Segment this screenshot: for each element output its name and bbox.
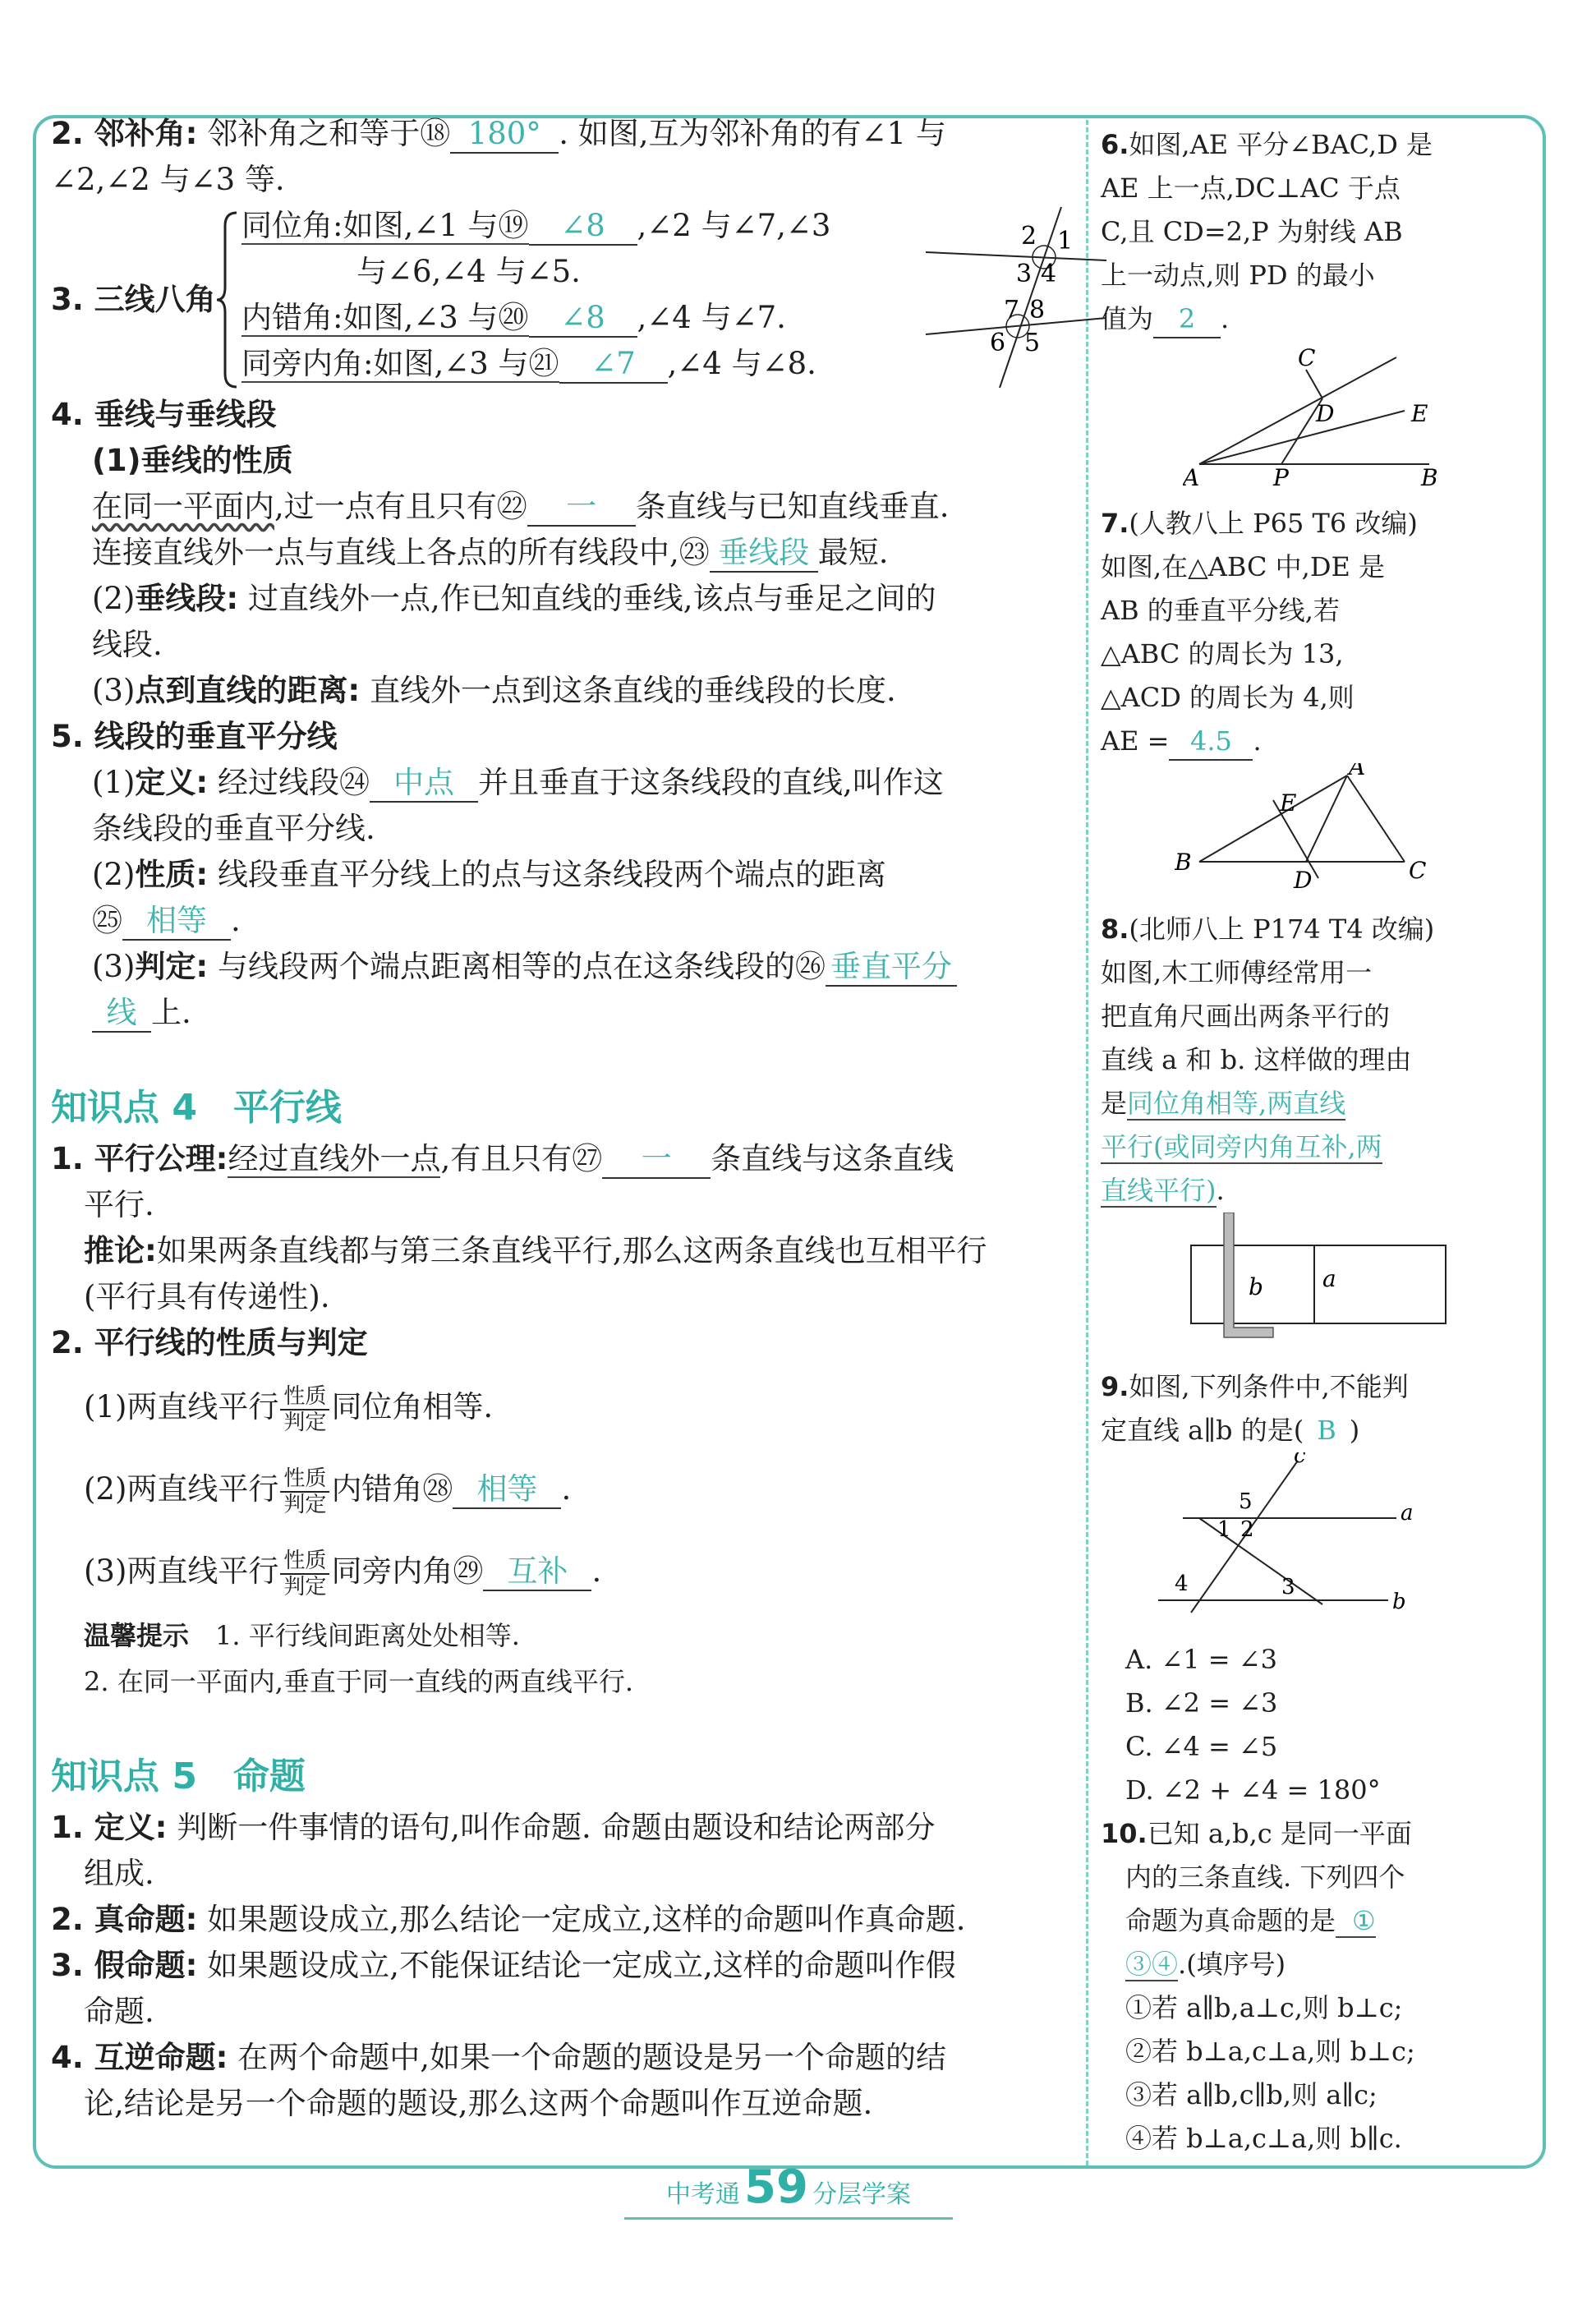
svg-text:A: A [1349,763,1366,780]
property-judgement-fraction: $\frac{\text{性质}}{\text{判定}}$ [280,1549,329,1599]
svg-text:b: b [1392,1590,1406,1614]
q9-figure [1134,1452,1413,1625]
answer-q7: 4.5 [1169,723,1253,761]
svg-text:D: D [1294,867,1313,894]
answer-26: 垂直平分 [826,949,957,987]
answer-29: 互补 [483,1553,591,1591]
svg-text:c: c [1294,1452,1306,1468]
svg-text:A: A [1183,464,1200,489]
angle-label: 4 [1041,260,1057,288]
column-divider [1086,120,1088,2165]
svg-text:1: 1 [1217,1517,1231,1542]
page-footer: 中考通 59 分层学案 [591,2161,986,2218]
svg-text:a: a [1401,1501,1413,1526]
angle-label: 7 [1004,296,1020,324]
answer-22: 一 [527,489,636,527]
knowledge-point-5-heading: 知识点 5 命题 [51,1756,306,1797]
answer-27: 一 [602,1141,711,1179]
answer-20: ∠8 [529,300,637,338]
answer-23: 垂线段 [710,535,818,573]
q6-figure [1183,341,1454,489]
q7-figure [1175,763,1446,895]
svg-text:D: D [1316,400,1335,427]
svg-text:5: 5 [1239,1489,1253,1514]
svg-text:E: E [1411,400,1428,427]
angle-label: 2 [1021,222,1037,251]
question-10: 10.已知 a,b,c 是同一平面 内的三条直线. 下列四个 命题为真命题的是 ① ③④.(填序号) ①若 a∥b,a⊥c,则 b⊥c; ②若 b⊥a,c⊥a,则 b⊥c; ③若 a∥b,c∥b,则 a∥c; ④若 b⊥a,c⊥a,则 b∥c. [1101,1818,1415,2154]
svg-text:C: C [1298,344,1316,371]
page-number: 59 [744,2161,808,2214]
svg-text:B: B [1421,464,1438,489]
answer-18: 180° [450,116,559,154]
svg-text:a: a [1322,1265,1336,1292]
svg-text:b: b [1249,1273,1263,1300]
answer-24: 中点 [370,765,478,803]
section-4-title: 4. 垂线与垂线段 [51,397,277,432]
brace-icon [215,209,240,390]
property-judgement-fraction: $\frac{\text{性质}}{\text{判定}}$ [280,1466,329,1517]
question-6: 6.如图,AE 平分∠BAC,D 是 AE 上一点,DC⊥AC 于点 C,且 CD=2,P 为射线 AB 上一动点,则 PD 的最小 值为 2 . C D E A P B [1101,123,1462,502]
answer-21: ∠7 [559,346,668,384]
section-3: 3. 三线八角 同位角:如图,∠1 与⑲ ∠8 ,∠2 与∠7,∠3 与∠6,∠4 与∠5. 内错角:如图,∠3 与⑳ ∠8 ,∠4 与∠7. 同旁内角:如图,∠3 与㉑ ∠7 ,∠4 与∠8. 2 1 3 4 7 8 6 5 [51,203,1078,392]
question-7: 7.(人教八上 P65 T6 改编) 如图,在△ABC 中,DE 是 AB 的垂直平分线,若 △ABC 的周长为 13, △ACD 的周长为 4,则 AE = 4.5 . A E B D C [1101,502,1462,908]
answer-q8: 同位角相等,两直线 [1127,1088,1346,1119]
svg-text:2: 2 [1240,1517,1254,1542]
knowledge-point-4-heading: 知识点 4 平行线 [51,1087,342,1129]
tip-label: 温馨提示 [84,1620,190,1651]
angle-label: 1 [1057,227,1074,255]
svg-text:B: B [1175,849,1192,876]
svg-text:4: 4 [1175,1572,1189,1596]
section-5-title: 5. 线段的垂直平分线 [51,719,338,754]
svg-text:P: P [1273,464,1289,489]
answer-28: 相等 [453,1471,561,1509]
property-judgement-fraction: $\frac{\text{性质}}{\text{判定}}$ [280,1384,329,1435]
question-9: 9.如图,下列条件中,不能判 定直线 a∥b 的是( B ) c 5 a 1 2 4 3 b A. ∠1 = ∠3 B. ∠2 = ∠3 C. ∠4 = ∠5 D. ∠2 + ∠4 = 180° [1101,1371,1413,1806]
svg-text:E: E [1280,789,1297,817]
svg-text:C: C [1409,857,1427,884]
svg-text:3: 3 [1281,1575,1295,1599]
answer-25: 相等 [122,903,231,941]
angle-label: 8 [1029,296,1046,324]
answer-19: ∠8 [529,208,637,246]
q8-figure [1183,1213,1462,1352]
question-8: 8.(北师八上 P174 T4 改编) 如图,木工师傅经常用一 把直角尺画出两条平行的 直线 a 和 b. 这样做的理由 是同位角相等,两直线 平行(或同旁内角互补,两 直线平行). b a [1101,908,1462,1365]
angle-label: 6 [990,329,1006,357]
angle-label: 3 [1016,260,1033,288]
answer-q9: B [1317,1415,1336,1446]
right-column [1101,123,1462,2161]
left-column: 2. 邻补角: 邻补角之和等于⑱ 180° . 如图,互为邻补角的有∠1 与 ∠2,∠2 与∠3 等. 3. 三线八角 同位角:如图,∠1 与⑲ ∠8 ,∠2 与∠7,∠3 与∠6,∠4 与∠5. 内错角:如图,∠3 与⑳ ∠8 ,∠4 与∠7. 同旁内角:如图,∠3 与㉑ ∠7 ,∠4 与∠8. 2 1 3 4 7 8 6 5 4. 垂线与垂线段 (1)垂线的性质 在同一平面内,过一点有且只有㉒ 一 条直线与已知直线垂直. 连接直线外一点与直线上各点的所有线段中,㉓ 垂线段 最短. (2)垂线段: 过直线外一点,作已知直线的垂线,该点与垂足之间的 线段. (3)点到直线的距离: 直线外一点到这条直线的垂线段的长度. 5. 线段的垂直平分线 (1)定义: 经过线段㉔ 中点 并且垂直于这条线段的直线,叫作这 条线段的垂直平分线. (2)性质: 线段垂直平分线上的点与这条线段两个端点的距离 ㉕ 相等 . (3)判定: 与线段两个端点距离相等的点在这条线段的㉖ 垂直平分 线 上. 知识点 4 平行线 1. 平行公理:经过直线外一点,有且只有㉗ 一 条直线与这条直线 平行. 推论:如果两条直线都与第三条直线平行,那么这两条直线也互相平行 (平行具有传递性). 2. 平行线的性质与判定 (1)两直线平行 $\frac{\text{性质}}{\text{判定}}$ 同位角相等. (2)两直线平行 $\frac{\text{性质}}{\text{判定}}$ 内错角㉘ 相等 . (3)两直线平行 $\frac{\text{性质}}{\text{判定}}$ 同旁内角㉙ 互补 . 温馨提示 1. 平行线间距离处处相等. 2. 在同一平面内,垂直于同一直线的两直线平行. 知识点 5 命题 1. 定义: 判断一件事情的语句,叫作命题. 命题由题设和结论两部分 组成. 2. 真命题: 如果题设成立,那么结论一定成立,这样的命题叫作真命题. 3. 假命题: 如果题设成立,不能保证结论一定成立,这样的命题叫作假 命题. 4. 互逆命题: 在两个命题中,如果一个命题的题设是另一个命题的结 论,结论是另一个命题的题设,那么这两个命题叫作互逆命题. [51,111,1078,2127]
answer-q10: ① [1336,1905,1376,1938]
angle-label: 5 [1024,329,1041,357]
answer-q6: 2 [1153,301,1221,338]
three-lines-eight-angles-figure [918,203,1115,392]
section-2-line-2: ∠2,∠2 与∠3 等. [51,162,285,197]
section-2-line-1: 2. 邻补角: 邻补角之和等于⑱ 180° . 如图,互为邻补角的有∠1 与 [51,111,1078,157]
section-3-title: 3. 三线八角 [51,282,216,317]
